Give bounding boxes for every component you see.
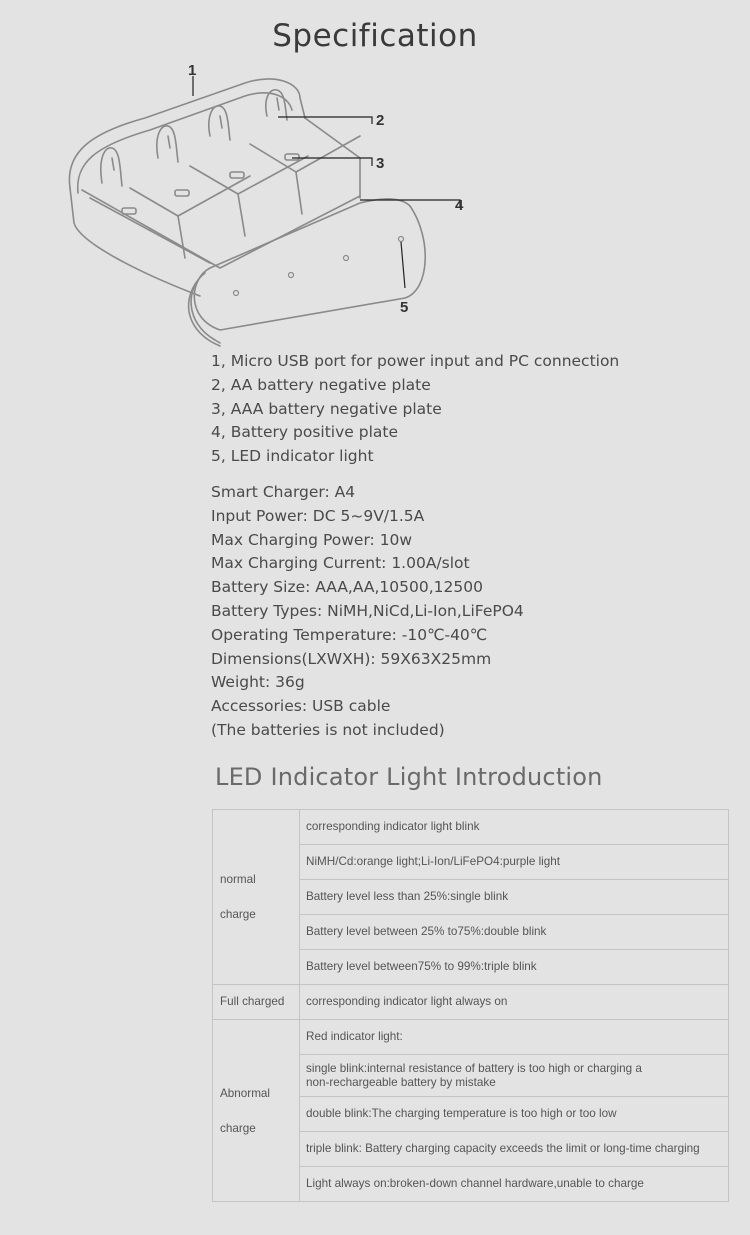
spec-item: Weight: 36g <box>211 673 305 692</box>
table-cell: Light always on:broken-down channel hardware,unable to charge <box>300 1167 729 1202</box>
page-title: Specification <box>272 18 478 54</box>
category-label: Abnormal <box>220 1086 271 1100</box>
category-abnormal <box>213 1020 300 1202</box>
callout-2: 2 <box>376 112 385 129</box>
led-section-title: LED Indicator Light Introduction <box>215 763 603 791</box>
spec-item: Dimensions(LXWXH): 59X63X25mm <box>211 649 492 668</box>
callout-5: 5 <box>400 299 409 316</box>
spec-item: Accessories: USB cable <box>211 697 391 716</box>
table-cell: corresponding indicator light blink <box>300 810 729 845</box>
category-label: charge <box>220 908 256 921</box>
charger-diagram <box>60 58 480 348</box>
spec-list <box>211 481 524 743</box>
table-cell: single blink:internal resistance of battery is too high or charging a non-rechargeable battery by mistake <box>300 1055 729 1097</box>
table-row <box>213 985 729 1020</box>
table-row <box>213 1020 729 1055</box>
parts-legend <box>211 350 619 469</box>
legend-item: 5, LED indicator light <box>211 447 374 466</box>
legend-item: 3, AAA battery negative plate <box>211 399 442 418</box>
table-cell: Battery level between75% to 99%:triple blink <box>300 950 729 985</box>
spec-item: Operating Temperature: -10℃-40℃ <box>211 625 488 644</box>
spec-item: Max Charging Power: 10w <box>211 530 413 549</box>
callout-4: 4 <box>455 197 464 214</box>
table-cell: NiMH/Cd:orange light;Li-Ion/LiFePO4:purple light <box>300 845 729 880</box>
table-cell: Red indicator light: <box>300 1020 729 1055</box>
table-cell: corresponding indicator light always on <box>300 985 729 1020</box>
table-cell: triple blink: Battery charging capacity exceeds the limit or long-time charging <box>300 1132 729 1167</box>
spec-item: Input Power: DC 5~9V/1.5A <box>211 506 425 525</box>
category-normal <box>213 810 300 985</box>
spec-item: Smart Charger: A4 <box>211 483 356 501</box>
category-label: charge <box>220 1121 256 1135</box>
spec-item: (The batteries is not included) <box>211 720 445 739</box>
spec-item: Max Charging Current: 1.00A/slot <box>211 554 470 573</box>
legend-item: 4, Battery positive plate <box>211 423 398 442</box>
callout-1: 1 <box>188 62 197 79</box>
table-row <box>213 810 729 845</box>
callout-3: 3 <box>376 155 385 172</box>
table-cell: Battery level less than 25%:single blink <box>300 880 729 915</box>
legend-item: 2, AA battery negative plate <box>211 375 431 394</box>
table-cell: Battery level between 25% to75%:double blink <box>300 915 729 950</box>
led-table <box>212 809 729 1202</box>
spec-item: Battery Types: NiMH,NiCd,Li-Ion,LiFePO4 <box>211 601 524 620</box>
category-label: normal <box>220 873 256 886</box>
spec-item: Battery Size: AAA,AA,10500,12500 <box>211 578 483 597</box>
category-full: Full charged <box>213 985 300 1020</box>
table-cell: double blink:The charging temperature is too high or too low <box>300 1097 729 1132</box>
legend-item: 1, Micro USB port for power input and PC connection <box>211 352 620 370</box>
